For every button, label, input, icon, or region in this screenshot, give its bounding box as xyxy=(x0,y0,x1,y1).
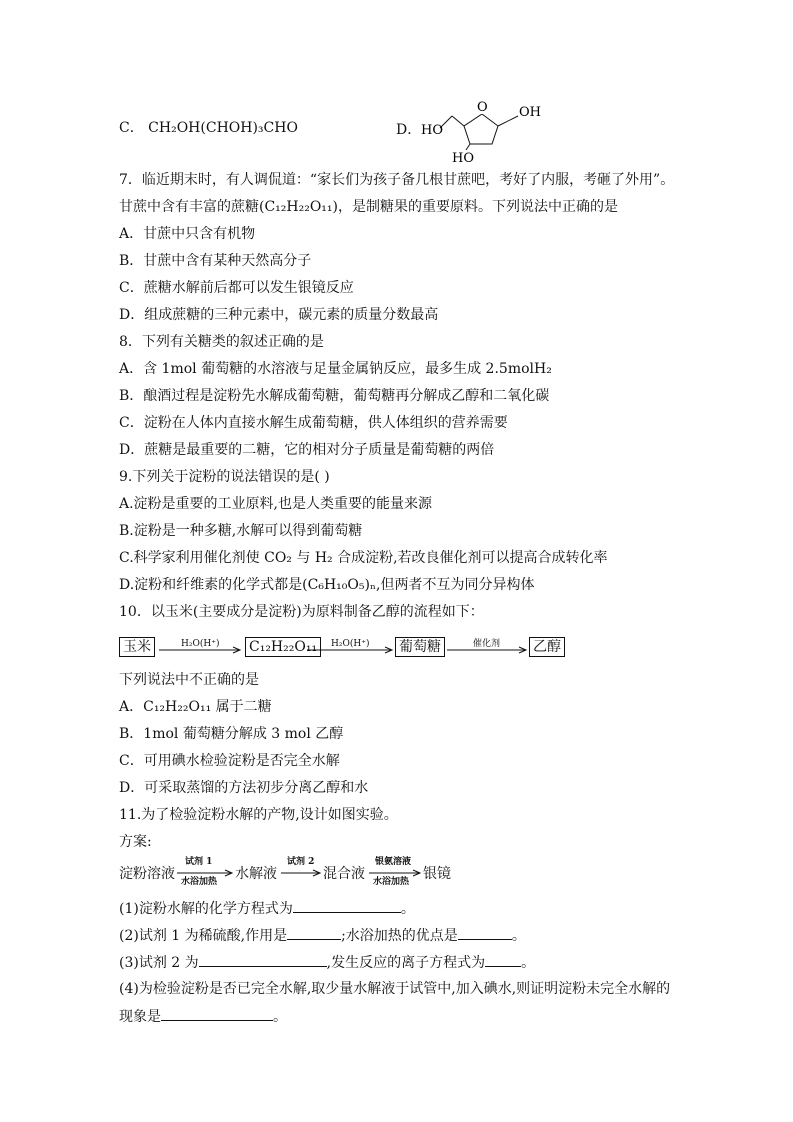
q11-part-1-text: (1)淀粉水解的化学方程式为 xyxy=(119,901,293,917)
ho-bond-bottom xyxy=(466,144,470,150)
q10-option-b: B．1mol 葡萄糖分解成 3 mol 乙醇 xyxy=(119,726,344,742)
q10-flow-box-sucrose: C₁₂H₂₂O₁₁ xyxy=(245,637,321,657)
q10-flow-box-glucose: 葡萄糖 xyxy=(395,637,445,657)
q7-stem-line2: 甘蔗中含有丰富的蔗糖(C₁₂H₂₂O₁₁)，是制糖果的重要原料。下列说法中正确的是 xyxy=(119,199,618,215)
q11-part-2-end: 。 xyxy=(511,928,526,944)
q10-sub-stem: 下列说法中不正确的是 xyxy=(119,672,259,688)
q9-option-d: D.淀粉和纤维素的化学式都是(C₆H₁₀O₅)ₙ,但两者不互为同分异构体 xyxy=(119,577,535,593)
q10-option-c: C．可用碘水检验淀粉是否完全水解 xyxy=(119,753,340,769)
q11-flow-silver-mirror: 银镜 xyxy=(423,866,451,882)
ring-bonds xyxy=(464,114,498,144)
q10-flow-arrow-3-label: 催化剂 xyxy=(473,639,501,649)
q11-part-3-text-2: ,发生反应的离子方程式为 xyxy=(326,955,486,971)
q11-part-4-text: 现象是 xyxy=(119,1009,161,1025)
q7-option-d: D．组成蔗糖的三种元素中，碳元素的质量分数最高 xyxy=(119,307,439,323)
ch2-bond-1 xyxy=(452,116,464,126)
q11-flow-arrow-2-top: 试剂 2 xyxy=(287,857,315,867)
oh-group-right: OH xyxy=(519,105,541,120)
q10-flow-box-corn: 玉米 xyxy=(119,637,155,657)
q11-part-2-text-2: ;水浴加热的优点是 xyxy=(341,928,458,944)
q11-part-2-text: (2)试剂 1 为稀硫酸,作用是 xyxy=(119,928,288,944)
q8-stem: 8．下列有关糖类的叙述正确的是 xyxy=(119,334,324,350)
q6-option-c xyxy=(119,118,298,138)
q11-part-3-text: (3)试剂 2 为 xyxy=(119,955,199,971)
q6-option-c-label: C． xyxy=(119,120,144,136)
q9-option-c: C.科学家利用催化剂使 CO₂ 与 H₂ 合成淀粉,若改良催化剂可以提高合成转化率 xyxy=(119,550,608,566)
q11-plan-label: 方案: xyxy=(119,834,152,850)
q11-part-3-end: 。 xyxy=(521,955,536,971)
q10-stem: 10．以玉米(主要成分是淀粉)为原料制备乙醇的流程如下： xyxy=(119,604,484,620)
q11-part-1-blank[interactable] xyxy=(293,898,401,913)
q11-part-4-blank[interactable] xyxy=(161,1006,273,1021)
ho-group-left: HO xyxy=(421,123,443,138)
q9-stem: 9.下列关于淀粉的说法错误的是( ) xyxy=(119,469,330,485)
q6-option-c-formula: CH₂OH(CHOH)₃CHO xyxy=(148,120,298,136)
q10-option-d: D．可采取蒸馏的方法初步分离乙醇和水 xyxy=(119,780,369,796)
q11-part-2-blank-1[interactable] xyxy=(287,925,341,940)
q8-option-b: B．酿酒过程是淀粉先水解成葡萄糖，葡萄糖再分解成乙醇和二氧化碳 xyxy=(119,388,550,404)
q11-stem: 11.为了检验淀粉水解的产物,设计如图实验。 xyxy=(119,807,398,823)
q9-option-a: A.淀粉是重要的工业原料,也是人类重要的能量来源 xyxy=(119,496,433,512)
q11-flow-arrow-3-top: 银氨溶液 xyxy=(375,857,412,867)
q11-part-2-blank-2[interactable] xyxy=(458,925,512,940)
q11-flow-mixture: 混合液 xyxy=(323,866,365,882)
q11-flow-arrow-3-bottom: 水浴加热 xyxy=(373,877,410,887)
q8-option-c: C．淀粉在人体内直接水解生成葡萄糖，供人体组织的营养需要 xyxy=(119,415,508,431)
q8-option-d: D．蔗糖是最重要的二糖，它的相对分子质量是葡萄糖的两倍 xyxy=(119,442,495,458)
q11-flow-hydrolysate: 水解液 xyxy=(235,866,277,882)
q10-option-a: A．C₁₂H₂₂O₁₁ 属于二糖 xyxy=(119,699,272,715)
q11-part-4-line2 xyxy=(119,1006,287,1027)
q11-part-3-blank-2[interactable] xyxy=(485,952,521,967)
q7-option-a: A．甘蔗中只含有机物 xyxy=(119,226,256,242)
ho-group-bottom: HO xyxy=(452,151,474,166)
q7-option-b: B．甘蔗中含有某种天然高分子 xyxy=(119,253,312,269)
q11-flow-diagram xyxy=(119,856,479,894)
q11-part-3-blank-1[interactable] xyxy=(199,952,327,967)
q6-option-d-label: D． xyxy=(396,122,422,138)
q11-part-4-end: 。 xyxy=(273,1009,287,1025)
ring-o-atom: O xyxy=(477,100,488,115)
q10-flow-diagram xyxy=(119,637,569,661)
q11-flow-arrow-1-bottom: 水浴加热 xyxy=(181,877,218,887)
q11-part-1-end: 。 xyxy=(400,901,415,917)
q11-flow-starch-solution: 淀粉溶液 xyxy=(119,866,175,882)
q7-stem-line1: 7．临近期末时，有人调侃道：“家长们为孩子备几根甘蔗吧，考好了内服，考砸了外用”。 xyxy=(119,172,675,188)
oh-bond-right xyxy=(498,116,518,126)
q6-option-d-structure xyxy=(418,92,558,166)
q9-option-b: B.淀粉是一种多糖,水解可以得到葡萄糖 xyxy=(119,523,363,539)
q11-part-4-line1: (4)为检验淀粉是否已完全水解,取少量水解液于试管中,加入碘水,则证明淀粉未完全水解的 xyxy=(119,981,671,997)
q7-option-c: C．蔗糖水解前后都可以发生银镜反应 xyxy=(119,280,354,296)
q8-option-a: A．含 1mol 葡萄糖的水溶液与足量金属钠反应，最多生成 2.5molH₂ xyxy=(119,361,552,377)
q10-flow-arrow-1-label: H₂O(H⁺) xyxy=(181,639,220,649)
q11-part-1 xyxy=(119,898,415,919)
q11-flow-arrow-2 xyxy=(279,866,323,878)
q11-part-2 xyxy=(119,925,526,946)
q11-flow-arrow-1-top: 试剂 1 xyxy=(185,857,213,867)
q10-flow-box-ethanol: 乙醇 xyxy=(529,637,565,657)
q11-part-3 xyxy=(119,952,535,973)
q10-flow-arrow-2-label: H₂O(H⁺) xyxy=(331,639,370,649)
